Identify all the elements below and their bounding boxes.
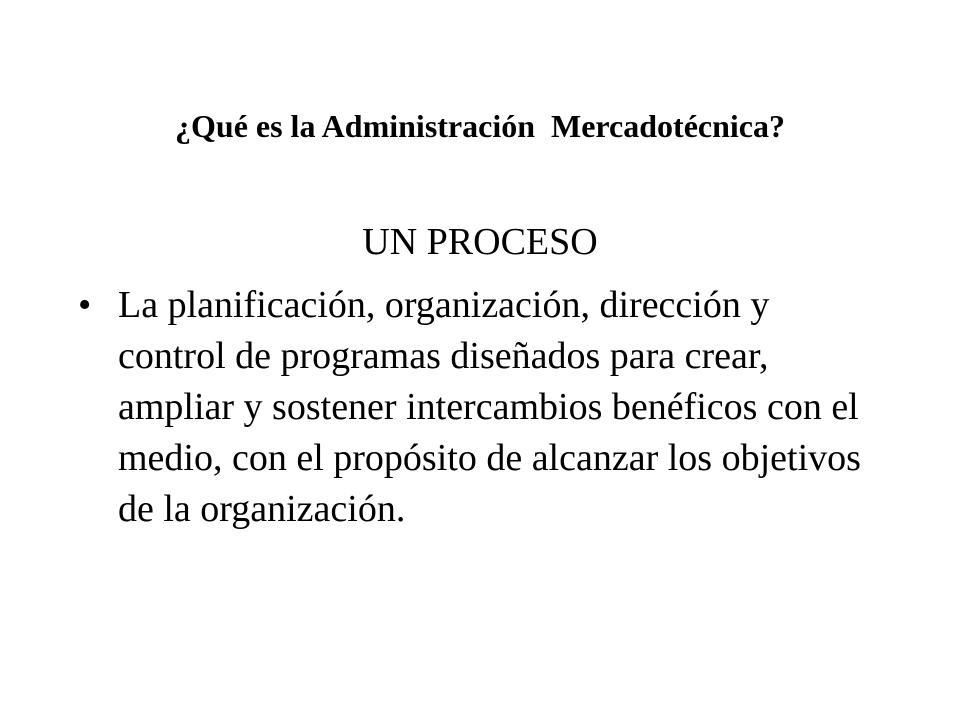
bullet-text: La planificación, organización, dirección y control de programas diseñados para crear, ampliar y sostener intercambios benéficos con el medio, con el propósito de alcanzar los objetivos de la organización. <box>118 284 861 530</box>
slide-title: ¿Qué es la Administración Mercadotécnica? <box>175 108 785 144</box>
bullet-list <box>76 280 876 535</box>
bullet-dot-icon: • <box>78 284 92 326</box>
bullet-item <box>76 280 876 535</box>
slide-subheading: UN PROCESO <box>362 221 598 263</box>
